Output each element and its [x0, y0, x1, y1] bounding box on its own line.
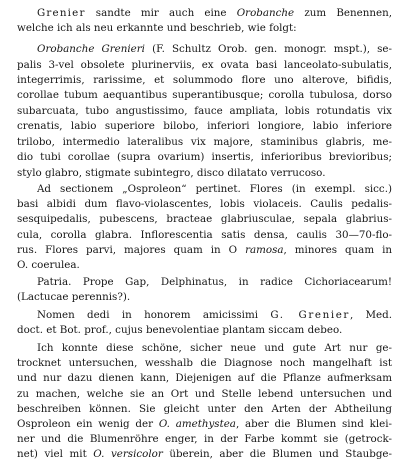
text-line: stylo glabro, stigmate subintegro, disco dilatato verrucoso.	[17, 167, 326, 179]
text-line: trocknet untersuchen, wesshalb die Diagnose noch mangelhaft ist	[17, 357, 392, 369]
text-line: integerrimis, rarissime, et solummodo flore uno alterove, bifidis,	[17, 74, 392, 86]
text-line: Nomen dedi in honorem amicissimi G. Grenier, Med.	[37, 309, 392, 321]
text-line: trilobo, intermedio lateralibus vix majore, staminibus glabris, me-	[17, 136, 392, 148]
text-line: O. coerulea.	[17, 259, 80, 271]
text-line: palis 3-vel obsolete plurinerviis, ex ovata basi lanceolato-subulatis,	[17, 59, 392, 71]
text-line: Ich konnte diese schöne, sicher neue und gute Art nur ge-	[37, 342, 392, 354]
text-line: Ad sectionem „Osproleon“ pertinet. Flores (in exempl. sicc.)	[37, 183, 392, 195]
text-line: rus. Flores parvi, majores quam in O ramosa, minores quam in	[17, 244, 392, 256]
text-line: corollae tubum aequantibus superantibusque; corolla tubulosa, dorso	[17, 89, 392, 101]
text-line: cula, corolla glabra. Inflorescentia satis densa, caulis 30—70-flo-	[17, 229, 392, 241]
text-line: und nur dazu dienen kann, Diejenigen auf die Pflanze aufmerksam	[17, 372, 392, 384]
text-line: Orobanche Grenieri (F. Schultz Orob. gen. monogr. mspt.), se-	[37, 43, 392, 55]
text-line: Osproleon ein wenig der O. amethystea, aber die Blumen sind klei-	[17, 418, 392, 430]
text-line: dio tubi corollae (supra ovarium) insertis, inferioribus brevioribus;	[17, 151, 392, 163]
text-line: crenatis, labio superiore bilobo, inferiori longiore, labio inferiore	[17, 120, 392, 132]
text-line: doct. et Bot. prof., cujus benevolentiae plantam siccam debeo.	[17, 324, 343, 336]
text-line: zu machen, welche sie an Ort und Stelle lebend untersuchen und	[17, 388, 392, 400]
text-line: sesquipedalis, pubescens, bracteae glabriusculae, sepala glabrius-	[17, 213, 392, 225]
text-line: beschreiben können. Sie gleicht unter den Arten der Abtheilung	[17, 403, 392, 415]
text-line: basi albidi dum flavo-violascentes, lobis violaceis. Caulis pedalis-	[17, 198, 392, 210]
text-line: Patria. Prope Gap, Delphinatus, in radice Cichoriacearum!	[37, 276, 392, 288]
text-line: (Lactucae perennis?).	[17, 291, 131, 303]
text-line: ner und die Blumenröhre enger, in der Farbe kommt sie (getrock-	[17, 433, 392, 445]
text-line: welche ich als neu erkannte und beschrieb, wie folgt:	[17, 22, 297, 34]
text-line: Grenier sandte mir auch eine Orobanche zum Benennen,	[37, 7, 392, 19]
text-line: net) viel mit O. versicolor überein, aber die Blumen und Staubge-	[17, 448, 392, 460]
text-line: subarcuata, tubo angustissimo, fauce ampliata, lobis rotundatis vix	[17, 105, 392, 117]
